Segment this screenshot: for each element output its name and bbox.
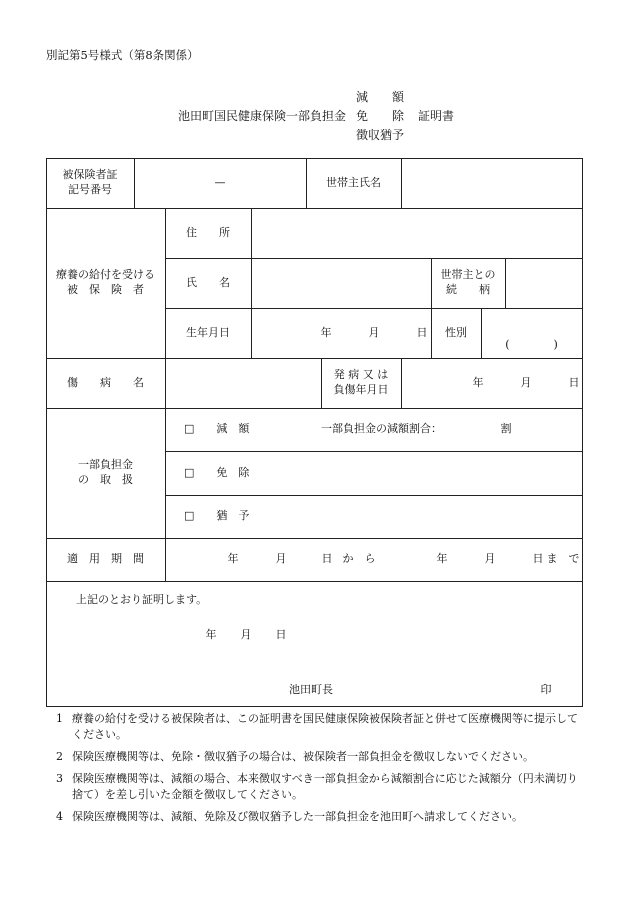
onset-day: 日 <box>568 375 580 389</box>
address-field[interactable] <box>251 208 582 258</box>
relation-label: 世帯主との 続 柄 <box>440 268 496 296</box>
reduction-rate-unit: 割 <box>500 422 512 436</box>
sex-field[interactable]: ( ) <box>505 338 558 352</box>
note-item: 2 保険医療機関等は、免除・徴収猶予の場合は、被保険者一部負担金を徴収しないでください。 <box>56 750 534 763</box>
period-to-day: 日 <box>532 552 544 566</box>
birthdate-year: 年 <box>320 325 332 339</box>
cert-month: 月 <box>240 627 252 641</box>
birthdate-label: 生年月日 <box>186 325 230 339</box>
householder-name-field[interactable] <box>401 158 582 208</box>
reduction-checkbox[interactable]: □ 減 額 <box>184 422 250 436</box>
note-item: 1 療養の給付を受ける被保険者は、この証明書を国民健康保険被保険者証と併せて医療機関等に提示してください。 <box>56 712 578 741</box>
disease-field[interactable] <box>165 358 321 408</box>
reduction-rate-label: 一部負担金の減額割合： <box>321 422 442 436</box>
birthdate-day: 日 <box>416 325 428 339</box>
handling-label: 一部負担金 の 取 扱 <box>78 458 133 486</box>
cert-day: 日 <box>275 627 287 641</box>
onset-date-label: 発 病 又 は 負傷年月日 <box>333 368 389 396</box>
sex-label: 性別 <box>445 325 467 339</box>
birthdate-month: 月 <box>368 325 380 339</box>
period-to-suffix: ま で <box>546 552 580 566</box>
onset-month: 月 <box>520 375 532 389</box>
exemption-checkbox[interactable]: □ 免 除 <box>184 465 250 479</box>
title-option-postponement: 徴収猶予 <box>356 128 405 142</box>
recipient-label: 療養の給付を受ける 被 保 険 者 <box>56 268 155 296</box>
householder-name-label: 世帯主氏名 <box>326 175 381 189</box>
notes-list <box>56 711 586 831</box>
period-from-month: 月 <box>275 552 287 566</box>
title-option-reduction: 減 額 <box>356 90 405 104</box>
insurance-cert-number-label: 被保険者証 記号番号 <box>62 168 118 196</box>
insurance-cert-number-field[interactable]: — <box>214 175 226 189</box>
cert-year: 年 <box>205 627 217 641</box>
seal-mark: 印 <box>540 682 552 696</box>
period-to-month: 月 <box>484 552 496 566</box>
name-field[interactable] <box>251 258 431 308</box>
name-label: 氏 名 <box>186 275 230 289</box>
title-suffix: 証明書 <box>418 109 455 123</box>
note-item: 3 保険医療機関等は、減額の場合、本来徴収すべき一部負担金から減額割合に応じた減額分（円未満切り捨て）を差し引いた金額を徴収してください。 <box>56 772 578 801</box>
mayor-label: 池田町長 <box>289 682 333 696</box>
period-from-suffix: か ら <box>342 552 376 566</box>
certify-text: 上記のとおり証明します。 <box>76 592 208 606</box>
application-period-label: 適 用 期 間 <box>67 552 144 566</box>
disease-label: 傷 病 名 <box>67 375 144 389</box>
onset-year: 年 <box>472 375 484 389</box>
title-option-exemption: 免 除 <box>356 109 405 123</box>
certificate-form-table <box>46 158 583 707</box>
relation-field[interactable] <box>505 258 582 308</box>
period-to-year: 年 <box>436 552 448 566</box>
address-label: 住 所 <box>186 225 230 239</box>
period-from-year: 年 <box>227 552 239 566</box>
title-prefix: 池田町国民健康保険一部負担金 <box>178 109 347 123</box>
note-item: 4 保険医療機関等は、減額、免除及び徴収猶予した一部負担金を池田町へ請求してください。 <box>56 810 523 823</box>
postponement-checkbox[interactable]: □ 猶 予 <box>184 509 250 523</box>
period-from-day: 日 <box>321 552 333 566</box>
form-number-tag: 別記第5号様式（第8条関係） <box>46 48 199 62</box>
